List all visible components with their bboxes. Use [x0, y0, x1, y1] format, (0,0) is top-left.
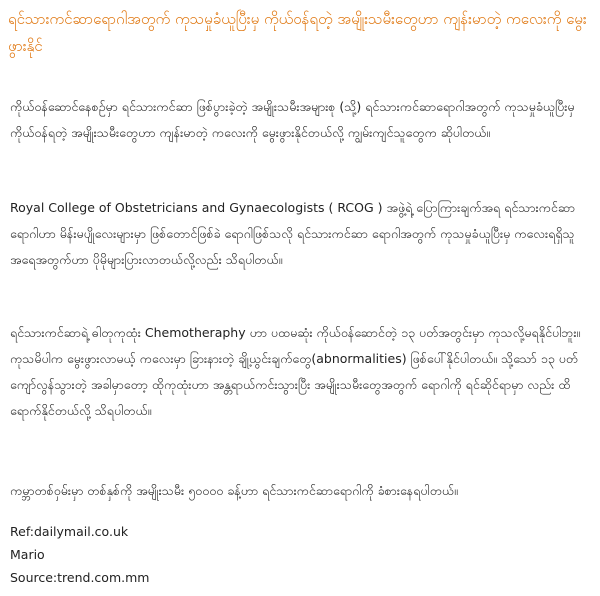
article-paragraph-4: ကမ္ဘာတစ်ဝှမ်းမှာ တစ်နှစ်ကို အမျိုးသမီး ၅၀၀၀၀ ခန့်ဟာ ရင်သားကင်ဆာရောဂါကို ခံစားနေရပါတယ်။ [10, 483, 458, 498]
article-credits [10, 520, 310, 589]
article-title: ရင်သားကင်ဆာရောဂါအတွက် ကုသမှုခံယူပြီးမှ ကိုယ်ဝန်ရတဲ့ အမျိုးသမီးတွေဟာ ကျန်းမာတဲ့ ကလေးကို မွေးဖွားနိုင် [8, 10, 587, 55]
article-paragraph-3: ရင်သားကင်ဆာရဲ့ ဓါတုကုထုံး Chemotheraphy ဟာ ပထမဆုံး ကိုယ်ဝန်ဆောင်တဲ့ ၁၃ ပတ်အတွင်းမှာ ကုသလို့မရနိုင်ပါဘူး။ ကုသမိပါက မွေးဖွားလာမယ့် ကလေးမှာ ခြားနားတဲ့ ချို့ယွင်းချက်တွေ(abnormalities) ဖြစ်ပေါ်နိုင်ပါတယ်။ သို့သော် ၁၃ ပတ်ကျော်လွန်သွားတဲ့ အခါမှာတော့ ထိုကုထုံးဟာ အန္တရာယ်ကင်းသွားပြီး အမျိုးသမီးတွေအတွက် ရောဂါကို ရင်ဆိုင်ရာမှာ လည်း ထိရောက်နိုင်တယ်လို့ သိရပါတယ်။ [10, 325, 581, 418]
article-paragraph-2: Royal College of Obstetricians and Gynaecologists ( RCOG ) အဖွဲ့ရဲ့ ပြောကြားချက်အရ ရင်သားကင်ဆာရောဂါဟာ မိန်းမပျိုလေးများမှာ ဖြစ်တောင်ဖြစ်ခဲ ရောဂါဖြစ်သလို ရင်သားကင်ဆာ ရောဂါအတွက် ကုသမှုခံယူပြီးမှ ကလေးရရှိသူ အရေအတွက်ဟာ ပိုမိုများပြားလာတယ်လို့လည်း သိရပါတယ်။ [10, 200, 576, 267]
source-line: Source:trend.com.mm [10, 570, 150, 585]
reference-line: Ref:dailymail.co.uk [10, 524, 129, 539]
author-line: Mario [10, 547, 45, 562]
article-paragraph-1: ကိုယ်ဝန်ဆောင်နေစဉ်မှာ ရင်သားကင်ဆာ ဖြစ်ပွားခဲ့တဲ့ အမျိုးသမီးအများစု (သို့) ရင်သားကင်ဆာရောဂါအတွက် ကုသမှုခံယူပြီးမှ ကိုယ်ဝန်ရတဲ့ အမျိုးသမီးတွေဟာ ကျန်းမာတဲ့ ကလေးကို မွေးဖွားနိုင်တယ်လို့ ကျွမ်းကျင်သူတွေက ဆိုပါတယ်။ [10, 99, 575, 140]
